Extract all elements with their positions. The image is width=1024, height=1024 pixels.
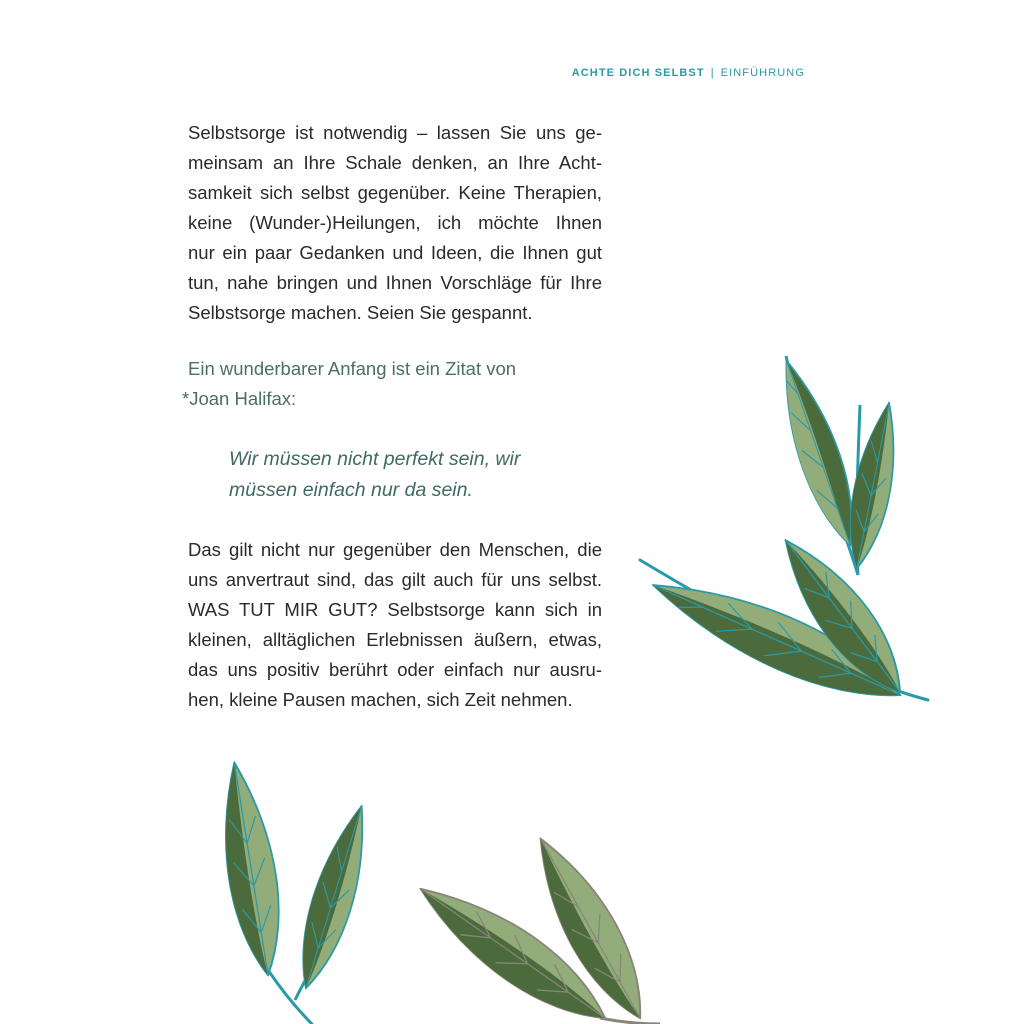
header-book-title: ACHTE DICH SELBST — [571, 67, 705, 79]
leaf-branch-right — [640, 354, 928, 719]
paragraph-line: tun, nahe bringen und Ihnen Vorschläge für Ihre — [188, 272, 602, 293]
paragraph-line: samkeit sich selbst gegenüber. Keine Therapien, — [188, 182, 602, 203]
quote-intro-line: Ein wunderbarer Anfang ist ein Zitat von — [188, 358, 517, 379]
paragraph-line: meinsam an Ihre Schale denken, an Ihre Acht- — [188, 152, 602, 173]
paragraph-line: Das gilt nicht nur gegenüber den Menschen, die — [188, 539, 602, 560]
paragraph-line: nur ein paar Gedanken und Ideen, die Ihnen gut — [188, 242, 602, 263]
header-separator: | — [710, 67, 715, 79]
quote-line: müssen einfach nur da sein. — [229, 479, 473, 501]
quote-intro-line: *Joan Halifax: — [182, 388, 297, 409]
paragraph-line: WAS TUT MIR GUT? Selbstsorge kann sich in — [188, 599, 602, 620]
paragraph-line: Selbstsorge ist notwendig – lassen Sie uns ge- — [188, 122, 602, 143]
paragraph-line: uns anvertraut sind, das gilt auch für uns selbst. — [188, 569, 602, 590]
paragraph-line: das uns positiv berührt oder einfach nur ausru- — [188, 659, 602, 680]
leaf-branch-bottom-center — [406, 827, 661, 1024]
paragraph-line: Selbstsorge machen. Seien Sie gespannt. — [188, 302, 533, 323]
paragraph-line: keine (Wunder-)Heilungen, ich möchte Ihnen — [188, 212, 602, 233]
paragraph-line: hen, kleine Pausen machen, sich Zeit nehmen. — [188, 689, 573, 710]
header-chapter: EINFÜHRUNG — [720, 67, 805, 79]
quote-line: Wir müssen nicht perfekt sein, wir — [229, 448, 521, 470]
paragraph-line: kleinen, alltäglichen Erlebnissen äußern, etwas, — [188, 629, 602, 650]
leaf-branch-bottom-left — [211, 759, 380, 1024]
